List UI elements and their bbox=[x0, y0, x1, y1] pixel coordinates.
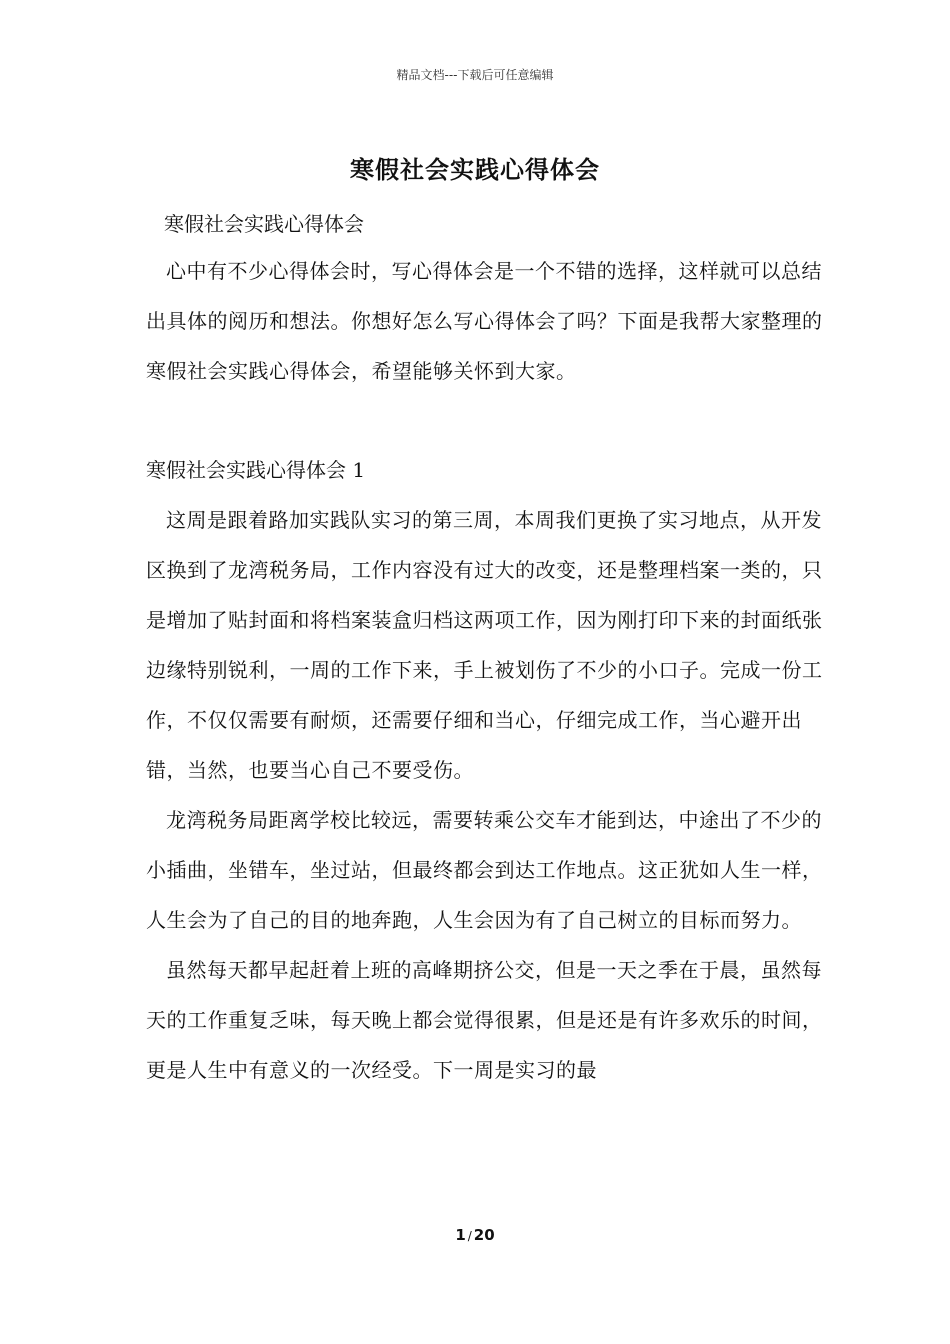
header-note: 精品文档---下载后可任意编辑 bbox=[396, 68, 554, 82]
page-separator: / bbox=[467, 1229, 472, 1243]
document-subtitle: 寒假社会实践心得体会 bbox=[164, 212, 364, 236]
paragraph: 龙湾税务局距离学校比较远，需要转乘公交车才能到达，中途出了不少的小插曲，坐错车，坐过站，但最终都会到达工作地点。这正犹如人生一样，人生会为了自己的目的地奔跑，人生会因为有了自己树立的目标而努力。 bbox=[146, 808, 823, 932]
paragraph: 这周是跟着路加实践队实习的第三周，本周我们更换了实习地点，从开发区换到了龙湾税务局，工作内容没有过大的改变，还是整理档案一类的，只是增加了贴封面和将档案装盒归档这两项工作，因为刚打印下来的封面纸张边缘特别锐利，一周的工作下来，手上被划伤了不少的小口子。完成一份工作，不仅仅需要有耐烦，还需要仔细和当心，仔细完成工作，当心避开出错，当然，也要当心自己不要受伤。 bbox=[146, 508, 823, 782]
page-number bbox=[0, 1226, 950, 1244]
section-1 bbox=[146, 445, 826, 1095]
document-title: 寒假社会实践心得体会 bbox=[350, 155, 600, 184]
paragraph: 虽然每天都早起赶着上班的高峰期挤公交，但是一天之季在于晨，虽然每天的工作重复乏味，每天晚上都会觉得很累，但是还是有许多欢乐的时间，更是人生中有意义的一次经受。下一周是实习的最 bbox=[146, 958, 823, 1082]
page-current: 1 bbox=[455, 1226, 466, 1244]
intro-text: 心中有不少心得体会时，写心得体会是一个不错的选择，这样就可以总结出具体的阅历和想法。你想好怎么写心得体会了吗？下面是我帮大家整理的寒假社会实践心得体会，希望能够关怀到大家。 bbox=[146, 259, 823, 383]
section-title: 寒假社会实践心得体会 1 bbox=[146, 458, 366, 482]
page-total: 20 bbox=[473, 1226, 495, 1244]
intro-paragraph bbox=[146, 246, 826, 396]
